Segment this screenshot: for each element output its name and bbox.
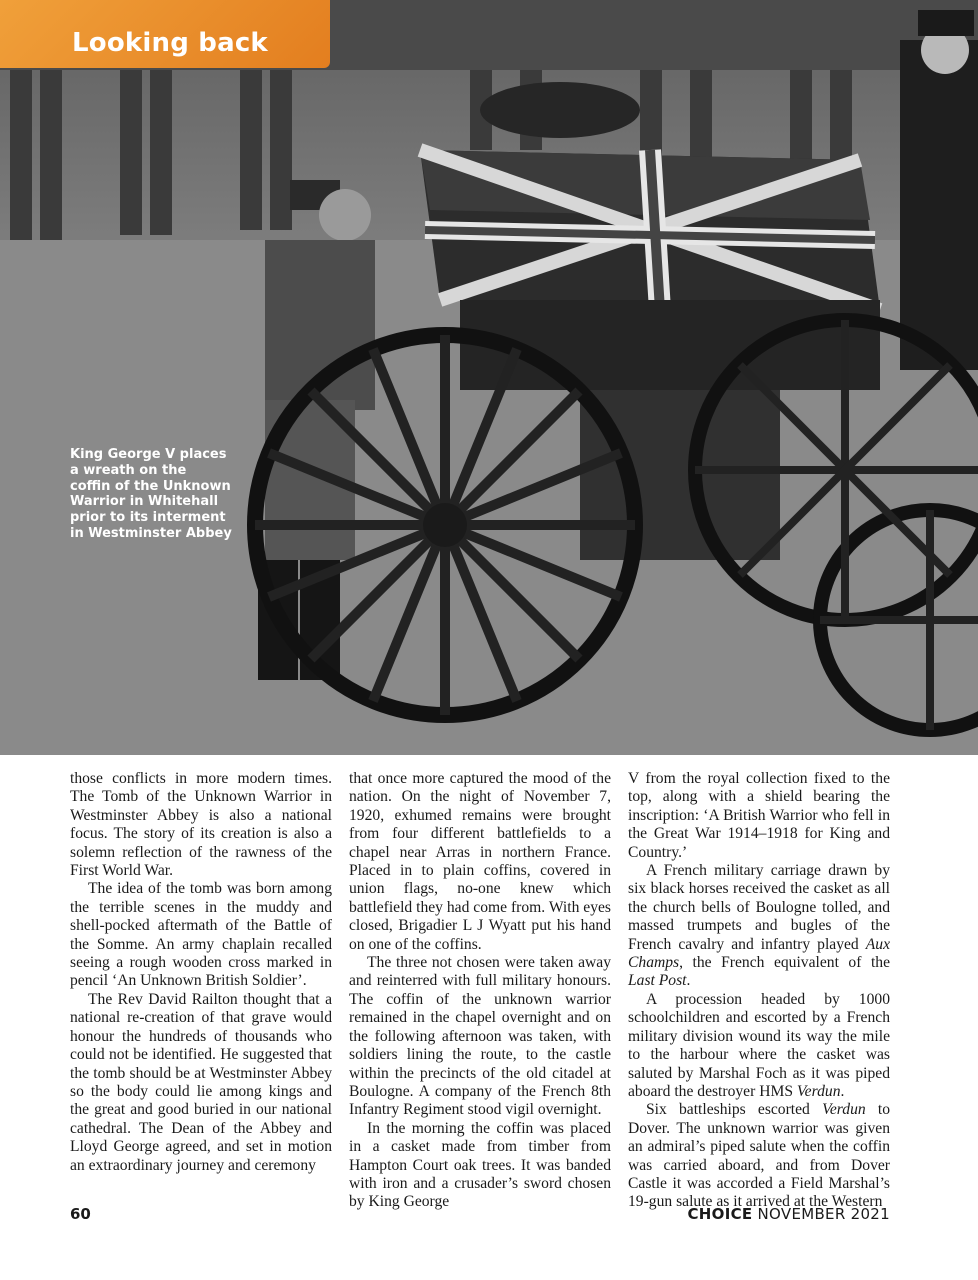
caption-line: coffin of the Unknown — [70, 478, 231, 494]
magazine-name: CHOICE — [687, 1205, 753, 1223]
paragraph: A French military carriage drawn by six black horses received the casket as all the church bells of Boulogne tolled, and massed trumpets and bugles of the French cavalry and infantry played Aux Champs, the French equivalent of the Last Post. — [628, 862, 890, 990]
paragraph: In the morning the coffin was placed in a casket made from timber from Hampton Court oak trees. It was banded with iron and a crusader’s sword chosen by King George — [349, 1119, 611, 1211]
paragraph: Six battleships escorted Verdun to Dover. The unknown warrior was given an admiral’s piped salute when the coffin was carried aboard, and from Dover Castle it was accorded a Field Marshal’s 19-gun salute as it arrived at the Western — [628, 1101, 891, 1211]
issue-date: NOVEMBER 2021 — [757, 1205, 890, 1223]
photo-caption — [70, 447, 230, 542]
caption-line: a wreath on the — [70, 462, 187, 478]
paragraph: The idea of the tomb was born among the terrible scenes in the muddy and shell-pocked aftermath of the Battle of the Somme. An army chaplain recalled seeing a rough wooden cross marked in pencil ‘An Unknown British Soldier’. — [70, 880, 332, 990]
section-tab — [0, 0, 330, 68]
caption-line: Warrior in Whitehall — [70, 494, 219, 510]
paragraph: those conflicts in more modern times. The Tomb of the Unknown Warrior in Westminster Abbey is also a national focus. The story of its creation is also a solemn reflection of the rawness of the First World War. — [70, 770, 332, 880]
paragraph: The Rev David Railton thought that a national re-creation of that grave would honour the hundreds of thousands who could not be identified. He suggested that the tomb should be at Westminster Abbey so the body could lie among kings and the great and good buried in our national cathedral. The Dean of the Abbey and Lloyd George agreed, and set in motion an extraordinary journey and ceremony — [70, 990, 332, 1174]
caption-line: King George V places — [70, 447, 227, 462]
magazine-issue — [687, 1205, 890, 1223]
paragraph: that once more captured the mood of the nation. On the night of November 7, 1920, exhumed remains were brought from four different battlefields to a chapel near Arras in northern France. Placed in to plain coffins, covered in union flags, no-one knew which battlefield they had come from. With eyes closed, Brigadier L J Wyatt put his hand on one of the coffins. — [349, 770, 611, 953]
paragraph: V from the royal collection fixed to the top, along with a shield bearing the inscription: ‘A British Warrior who fell in the Great War 1914–1918 for King and Country.’ — [628, 770, 890, 861]
article-column-3 — [628, 770, 890, 1212]
page-number: 60 — [70, 1205, 91, 1223]
caption-line: in Westminster Abbey — [70, 525, 232, 541]
article-column-1 — [70, 770, 332, 1175]
paragraph: The three not chosen were taken away and reinterred with full military honours. The coffin of the unknown warrior remained in the chapel overnight and on the following afternoon was taken, with soldiers lining the route, to the castle within the precincts of the old citadel at Boulogne. A company of the French 8th Infantry Regiment stood vigil overnight. — [349, 954, 611, 1119]
section-label: Looking back — [72, 28, 268, 58]
article-column-2 — [349, 770, 611, 1212]
paragraph: A procession headed by 1000 schoolchildren and escorted by a French military division wound its way the mile to the harbour where the casket was saluted by Marshal Foch as it was piped aboard the destroyer HMS Verdun. — [628, 990, 890, 1100]
caption-line: prior to its interment — [70, 510, 226, 526]
